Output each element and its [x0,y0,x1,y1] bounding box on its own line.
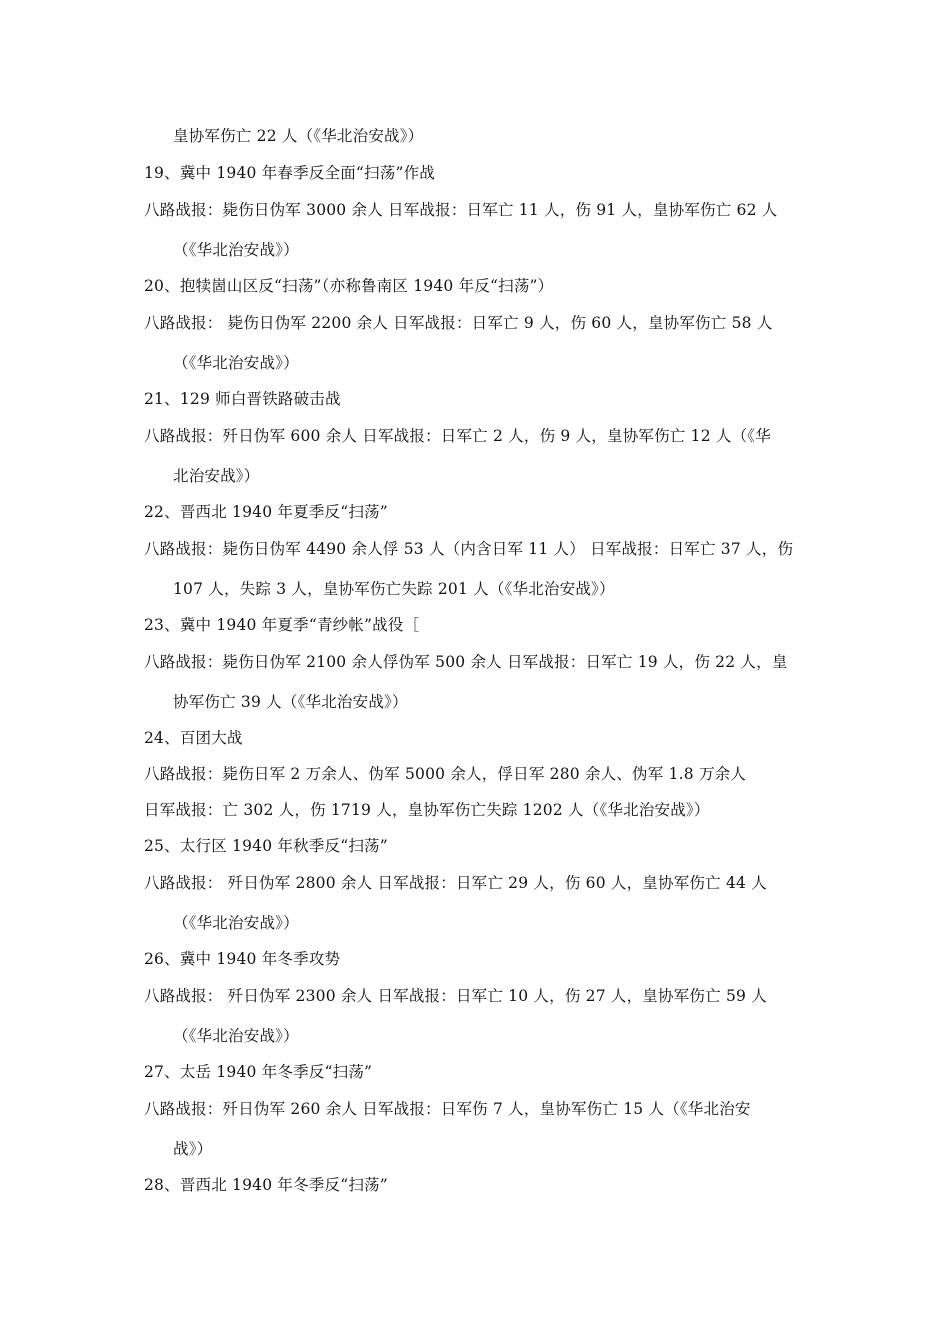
text-line: 北治安战》） [173,467,260,485]
text-line: 协军伤亡 39 人（《华北治安战》） [173,693,408,711]
text-line: 皇协军伤亡 22 人（《华北治安战》） [173,127,424,145]
section-heading-27: 27、太岳 1940 年冬季反“扫荡” [144,1063,373,1081]
section-heading-23: 23、冀中 1940 年夏季“青纱帐”战役［ [144,616,420,634]
text-line: 战》） [173,1140,213,1158]
text-line: 日军战报：亡 302 人，伤 1719 人，皇协军伤亡失踪 1202 人（《华北治安战》） [144,801,710,819]
text-line: 八路战报： 歼日伪军 2800 余人 日军战报：日军亡 29 人，伤 60 人，皇协军伤亡 44 人 [144,874,767,892]
text-line: 八路战报：毙伤日军 2 万余人、伪军 5000 余人，俘日军 280 余人、伪军 1.8 万余人 [144,765,747,783]
text-line: 八路战报：毙伤日伪军 2100 余人俘伪军 500 余人 日军战报：日军亡 19 人，伤 22 人，皇 [144,653,788,671]
section-heading-22: 22、晋西北 1940 年夏季反“扫荡” [144,503,388,521]
citation-line: （《华北治安战》） [173,241,299,259]
citation-line: （《华北治安战》） [173,354,299,372]
text-line: 八路战报： 毙伤日伪军 2200 余人 日军战报：日军亡 9 人，伤 60 人，皇协军伤亡 58 人 [144,314,773,332]
section-heading-19: 19、冀中 1940 年春季反全面“扫荡”作战 [144,164,435,182]
section-heading-26: 26、冀中 1940 年冬季攻势 [144,950,341,968]
section-heading-25: 25、太行区 1940 年秋季反“扫荡” [144,837,388,855]
text-line: 八路战报：歼日伪军 260 余人 日军战报：日军伤 7 人，皇协军伤亡 15 人（《华北治安 [144,1100,751,1118]
text-line: 八路战报：歼日伪军 600 余人 日军战报：日军亡 2 人，伤 9 人，皇协军伤亡 12 人（《华 [144,427,771,445]
text-line: 八路战报： 歼日伪军 2300 余人 日军战报：日军亡 10 人，伤 27 人，皇协军伤亡 59 人 [144,987,767,1005]
citation-line: （《华北治安战》） [173,1027,299,1045]
section-heading-21: 21、129 师白晋铁路破击战 [144,390,341,408]
text-line: 107 人，失踪 3 人，皇协军伤亡失踪 201 人（《华北治安战》） [173,580,615,598]
text-line: 八路战报：毙伤日伪军 4490 余人俘 53 人（内含日军 11 人） 日军战报：日军亡 37 人，伤 [144,540,794,558]
section-heading-28: 28、晋西北 1940 年冬季反“扫荡” [144,1176,388,1194]
citation-line: （《华北治安战》） [173,914,299,932]
section-heading-20: 20、抱犊崮山区反“扫荡”（亦称鲁南区 1940 年反“扫荡”） [144,277,554,295]
section-heading-24: 24、百团大战 [144,729,243,747]
text-line: 八路战报：毙伤日伪军 3000 余人 日军战报：日军亡 11 人，伤 91 人，皇协军伤亡 62 人 [144,201,778,219]
